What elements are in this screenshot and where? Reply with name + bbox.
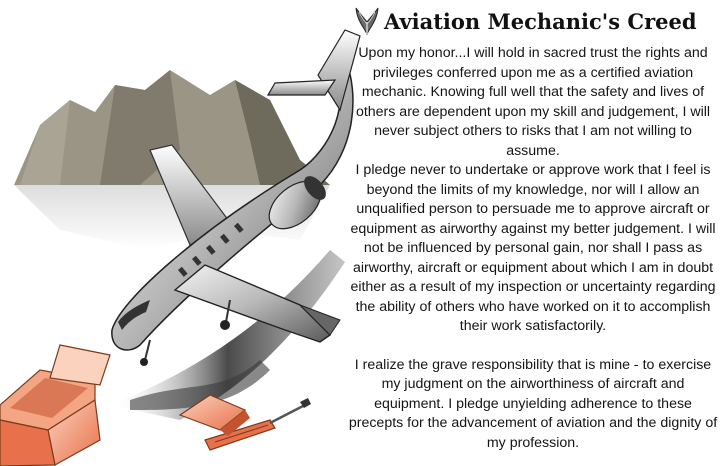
- title-row: [354, 4, 720, 38]
- toolbox-icon: [0, 345, 110, 466]
- creed-paragraph-1: Upon my honor...I will hold in sacred trust the rights and privileges conferred upon me as a certified aviation mechanic. Knowing full well that the safety and lives of others are dependent upon my skill and judgement, I will never subject others to risks that I am not willing to assume.: [355, 45, 711, 159]
- crossed-wings-logo-icon: [354, 6, 380, 36]
- page-title: Aviation Mechanic's Creed: [384, 8, 697, 34]
- creed-text: [348, 44, 718, 453]
- creed-paragraph-3: I realize the grave responsibility that is mine - to exercise my judgment on the airworthiness of aircraft and equipment. I pledge unyielding adherence to these precepts for the advancement of aviation and the dignity of my profession.: [348, 356, 718, 451]
- creed-paragraph-2: I pledge never to undertake or approve work that I feel is beyond the limits of my knowledge, nor will I allow an unqualified person to persuade me to approve aircraft or equipment as airworthy against my better judgement. I will not be influenced by personal gain, nor shall I pass as airworthy, aircraft or equipment about which I am in doubt either as a result of my inspection or uncertainty regarding the ability of others who have worked on it to accomplish their work satisfactorily.: [350, 162, 716, 334]
- screwdriver-icon: [180, 395, 311, 450]
